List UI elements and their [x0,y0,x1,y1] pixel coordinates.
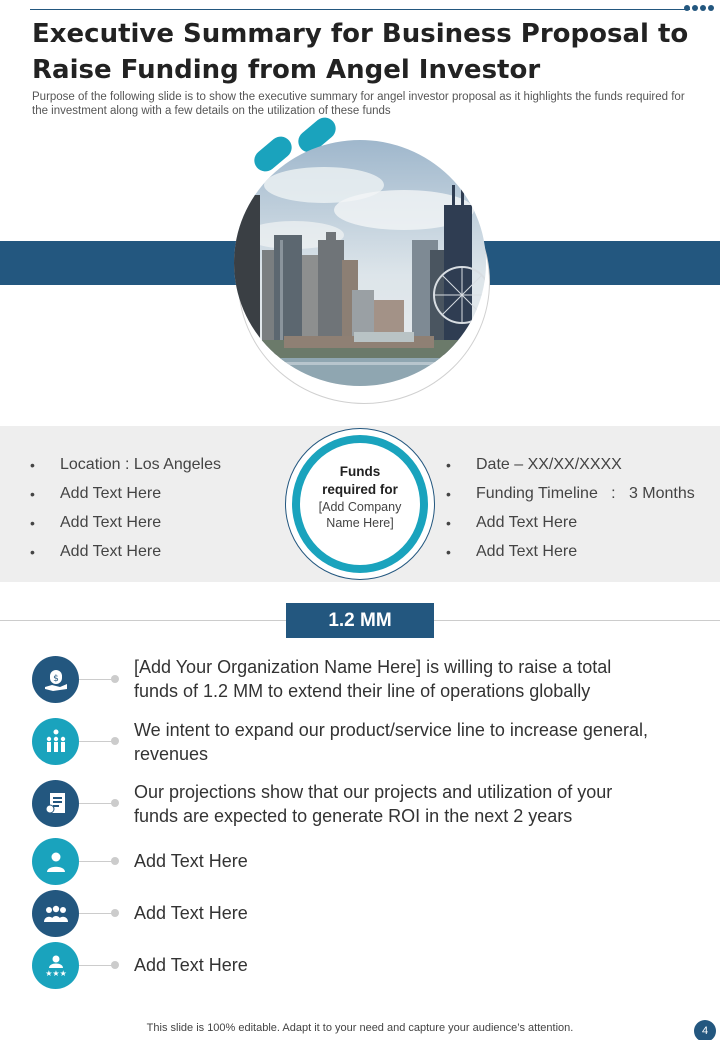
funds-company: [Add Company Name Here] [318,500,402,530]
svg-text:★★★: ★★★ [44,968,67,978]
summary-text-6: Add Text Here [134,955,248,975]
summary-text-1: [Add Your Organization Name Here] is willing to raise a total funds of 1.2 MM to extend their line of operations globally [134,657,612,701]
user-profile-icon [32,838,79,885]
city-skyline-image [234,140,486,386]
summary-text-5: Add Text Here [134,903,248,923]
report-document-icon [32,780,79,827]
team-network-icon [32,718,79,765]
detail-location: • Location : Los Angeles [30,455,221,484]
funds-badge [292,435,428,573]
user-group-icon [32,890,79,937]
top-rule [30,9,690,10]
user-rating-icon [32,942,79,989]
detail-funding-timeline: • Funding Timeline : 3 Months [446,484,695,513]
details-list-right [446,455,695,571]
detail-right-4: • Add Text Here [446,542,695,571]
page-subtitle: Purpose of the following slide is to show the executive summary for angel investor proposal as it highlights the funds required for the investment along with a few details on the utilization of these funds [32,91,685,117]
detail-right-3: • Add Text Here [446,513,695,542]
summary-text-3: Our projections show that our projects and utilization of your funds are expected to generate ROI in the next 2 years [134,782,613,826]
header-band-left [0,241,240,285]
page-title: Executive Summary for Business Proposal to Raise Funding from Angel Investor [32,19,689,85]
svg-text:$: $ [52,673,59,684]
page-number: 4 [694,1020,716,1040]
funds-amount: 1.2 MM [286,603,434,638]
summary-text-4: Add Text Here [134,851,248,871]
money-hand-icon [32,656,79,703]
menu-dots-icon [684,5,714,11]
detail-date: • Date – XX/XX/XXXX [446,455,695,484]
header-band-right [482,241,720,285]
detail-left-3: • Add Text Here [30,513,221,542]
summary-text-2: We intent to expand our product/service line to increase general, revenues [134,720,648,764]
funds-heading: Funds required for [322,464,398,497]
footer-note: This slide is 100% editable. Adapt it to your need and capture your audience’s attention. [146,1022,574,1034]
details-list-left [30,455,221,571]
detail-left-2: • Add Text Here [30,484,221,513]
detail-left-4: • Add Text Here [30,542,221,571]
